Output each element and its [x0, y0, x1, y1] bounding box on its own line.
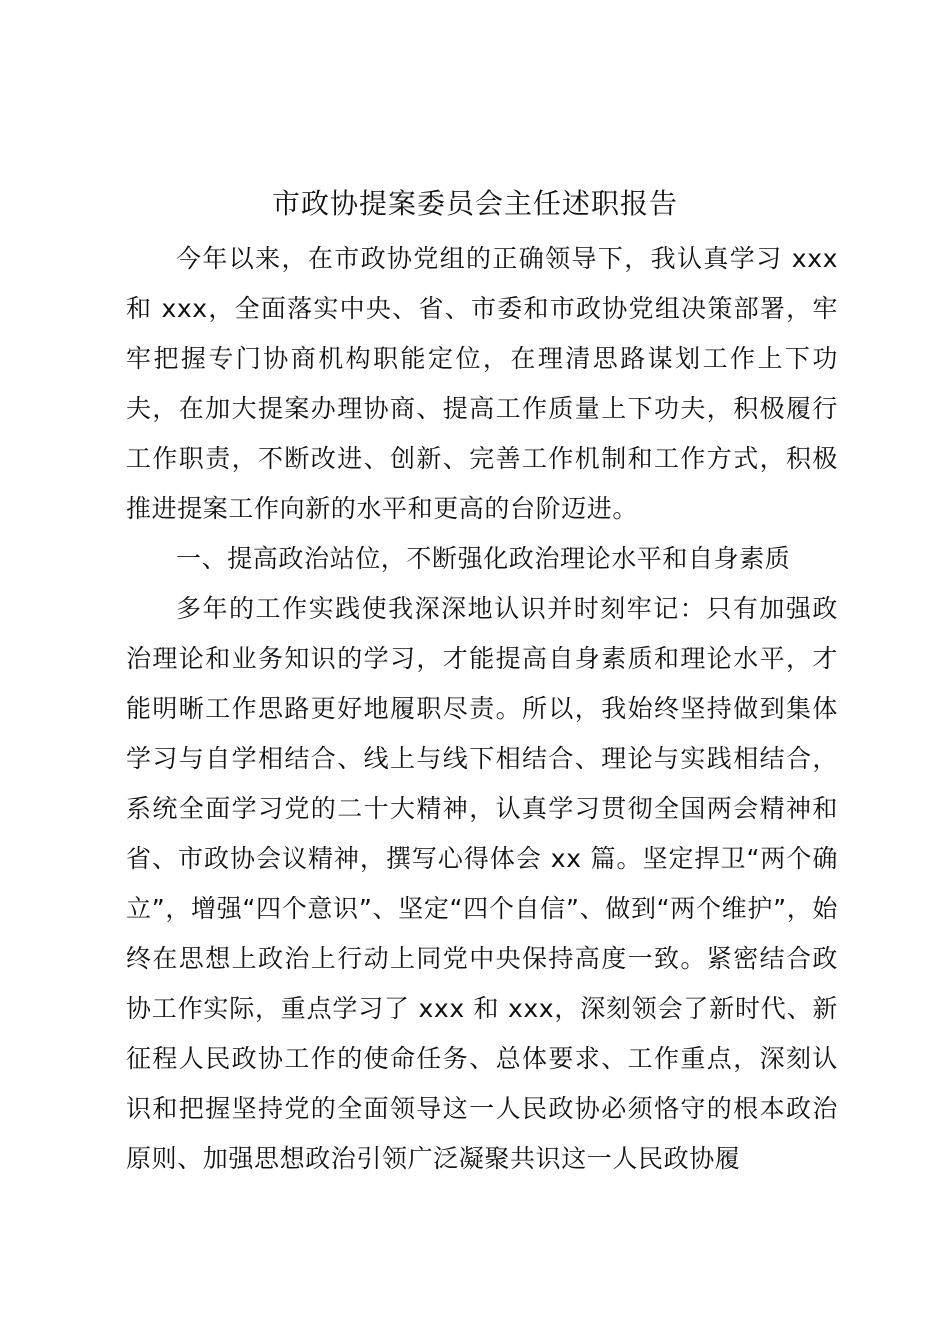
- document-body: [126, 234, 838, 1184]
- intro-paragraph: 今年以来，在市政协党组的正确领导下，我认真学习 xxx 和 xxx，全面落实中央、省、市委和市政协党组决策部署，牢牢把握专门协商机构职能定位，在理清思路谋划工作上下功夫，在加大提案办理协商、提高工作质量上下功夫，积极履行工作职责，不断改进、创新、完善工作机制和工作方式，积极推进提案工作向新的水平和更高的台阶迈进。: [126, 244, 838, 523]
- section-heading-1: 一、提高政治站位，不断强化政治理论水平和自身素质: [176, 544, 791, 573]
- section-1-paragraph: 多年的工作实践使我深深地认识并时刻牢记：只有加强政治理论和业务知识的学习，才能提高自身素质和理论水平，才能明晰工作思路更好地履职尽责。所以，我始终坚持做到集体学习与自学相结合、线上与线下相结合、理论与实践相结合，系统全面学习党的二十大精神，认真学习贯彻全国两会精神和省、市政协会议精神，撰写心得体会 xx 篇。坚定捍卫“两个确立”，增强“四个意识”、坚定“四个自信”、做到“两个维护”，始终在思想上政治上行动上同党中央保持高度一致。紧密结合政协工作实际，重点学习了 xxx 和 xxx，深刻领会了新时代、新征程人民政协工作的使命任务、总体要求、工作重点，深刻认识和把握坚持党的全面领导这一人民政协必须恪守的根本政治原则、加强思想政治引领广泛凝聚共识这一人民政协履: [126, 594, 838, 1173]
- document-title: 市政协提案委员会主任述职报告: [271, 187, 678, 220]
